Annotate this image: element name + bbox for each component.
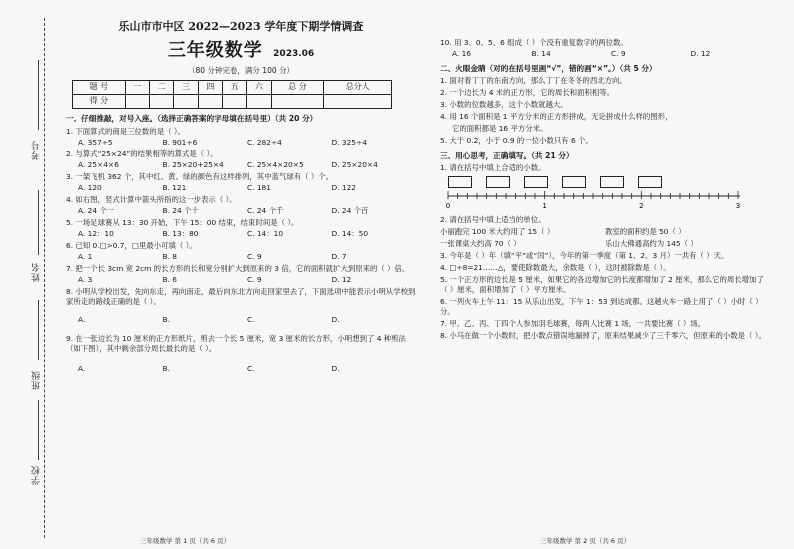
number-line-label: 0 [445, 202, 451, 211]
fill-item: 教室的面积约是 50（ ） [605, 227, 686, 237]
question-1-4: 4. 如右图，竖式计算中箭头所指的这一步表示（ ）。 [66, 195, 237, 205]
judge-question-continuation: 它的面积都是 16 平方分米。 [452, 124, 548, 134]
answer-box[interactable] [486, 176, 510, 188]
score-input-cell[interactable] [174, 95, 198, 109]
question-1-2: 2. 与算式“25×24”的结果相等的算式是（ ）。 [66, 149, 218, 159]
option: D. 122 [331, 183, 356, 193]
score-cell: 得 分 [73, 95, 126, 109]
judge-question: 3. 小数的位数越多，这个小数就越大。 [440, 100, 568, 110]
binding-underline-class [38, 300, 39, 360]
score-cell: 二 [150, 81, 174, 95]
option: D. 14：50 [331, 229, 369, 239]
option: A. 25×4×6 [78, 160, 119, 170]
question-1-4-options [78, 206, 416, 216]
fill-item: 小丽跑完 100 米大约用了 15（ ） [440, 227, 555, 237]
number-line-label: 3 [735, 202, 741, 211]
option: A. 3 [78, 275, 93, 285]
subject-title: 三年级数学 [167, 39, 263, 61]
answer-box[interactable] [638, 176, 662, 188]
option: C. [247, 364, 255, 374]
option: D. [331, 364, 340, 374]
option: A. [78, 364, 86, 374]
option: B. 121 [162, 183, 187, 193]
option: C. 9 [611, 48, 626, 58]
question-1-7: 7. 把一个长 3cm 宽 2cm 的长方形的长和宽分别扩大到原来的 3 倍，它的面积就扩大到原来的（ ）倍。 [66, 264, 410, 274]
option: D. [331, 315, 340, 325]
number-line [440, 188, 760, 210]
question-1-6: 6. 已知 0.□>0.7，□里最小可填（ ）。 [66, 241, 197, 251]
score-cell: 一 [125, 81, 149, 95]
binding-underline-name [38, 190, 39, 255]
answer-box[interactable] [524, 176, 548, 188]
score-cell: 三 [174, 81, 198, 95]
fill-question: 8. 小马在做一个小数时，把小数点错误地漏掉了，原来结果减少了三千零六，但原来的小数是（ ）。 [440, 331, 766, 341]
section-2-title: 二、火眼金睛（对的在括号里画“√”，错的画“×”。）（共 5 分） [440, 63, 657, 73]
option: D. 24 个百 [331, 206, 369, 216]
answer-box[interactable] [448, 176, 472, 188]
number-line-label: 1 [542, 202, 547, 211]
option: C. 9 [247, 275, 262, 285]
question-1-7-options [78, 275, 416, 285]
fill-question: 3. 今年是（ ）年（填“平”或“闰”），今年的第一季度（第 1、2、3 月）一共有（ ）天。 [440, 251, 729, 261]
question-1-6-options [78, 252, 416, 262]
score-input-cell[interactable] [198, 95, 222, 109]
question-1-3-options [78, 183, 416, 193]
question-1-10: 10. 用 3、0、5、6 组成（ ）个没有重复数字的两位数。 [440, 38, 628, 47]
fill-question: 7. 甲、乙、丙、丁四个人参加羽毛球赛，每两人比赛 1 场，一共要比赛（ ）场。 [440, 319, 706, 329]
score-cell: 五 [222, 81, 246, 95]
option: B. [162, 364, 170, 374]
score-cell: 题 号 [73, 81, 126, 95]
question-1-8-options [78, 308, 416, 332]
question-1-5: 5. 一场足球赛从 13：30 开始，下午 15：00 结束，结束时间是（ ）。 [66, 218, 299, 228]
option: D. 325÷4 [331, 137, 367, 147]
binding-underline-id [38, 60, 39, 130]
score-input-cell[interactable] [324, 95, 392, 109]
option: B. 14 [531, 48, 551, 58]
judge-question: 1. 面对着丁丁的东南方向，那么丁丁在冬冬的西北方向。 [440, 76, 627, 86]
score-table [72, 80, 392, 109]
option: D. 12 [331, 275, 352, 285]
judge-question: 4. 用 16 个面积是 1 平方分米的正方形拼成，无论拼成什么样的图形， [440, 112, 673, 122]
fill-question: 6. 一列火车上午 11：15 从乐山出发，下午 1：53 到达成都。这趟火车一路上用了（ ）小时（ ）分。 [440, 297, 763, 317]
score-input-cell[interactable] [150, 95, 174, 109]
binding-label-school: 学校 [32, 465, 42, 485]
option: A. 357÷5 [78, 137, 113, 147]
answer-box[interactable] [600, 176, 624, 188]
option: B. 6 [162, 275, 177, 285]
score-cell: 总分人 [324, 81, 392, 95]
section-3-title: 三、用心思考，正确填写。（共 21 分） [440, 151, 574, 161]
score-input-cell[interactable] [222, 95, 246, 109]
question-1-1: 1. 下面算式的商是三位数的是（ ）。 [66, 126, 185, 136]
question-1-10-options [452, 49, 770, 59]
option: A. 12：10 [78, 229, 114, 239]
judge-question: 2. 一个边长为 4 米的正方形，它的周长和面积相等。 [440, 88, 615, 98]
fill-item: 一张课桌大约高 70（ ） [440, 239, 521, 249]
question-1-3: 3. 一架飞机 362 个，其中红、黄、绿的颜色有这样排列，其中蓝气球有（ ）个。 [66, 172, 334, 182]
option: A. 16 [452, 48, 472, 58]
question-1-9-options [78, 355, 416, 383]
question-1-5-options [78, 229, 416, 239]
fill-question: 1. 请在括号中填上合适的小数。 [440, 163, 546, 173]
option: A. 24 个一 [78, 206, 115, 216]
score-table-row [73, 95, 392, 109]
option: A. [78, 315, 86, 325]
option: D. 25×20×4 [331, 160, 378, 170]
binding-margin [0, 0, 62, 549]
question-1-9: 9. 在一张边长为 10 厘米的正方形纸片，剪去一个长 5 厘米，宽 3 厘米的长方形，小明想到了 4 种剪法（如下图），其中剩余部分周长最长的是（ ）。 [66, 334, 406, 354]
score-input-cell[interactable] [247, 95, 271, 109]
option: C. 282÷4 [247, 137, 282, 147]
footer-right: 三年级数学 第 2 页（共 6 页） [540, 537, 631, 545]
option: B. 8 [162, 252, 177, 262]
option: A. 1 [78, 252, 93, 262]
exam-date: 2023.06 [273, 48, 315, 59]
fill-item: 乐山大佛通高约为 145（ ） [605, 239, 698, 249]
subject-heading [66, 39, 416, 63]
footer-left: 三年级数学 第 1 页（共 6 页） [140, 537, 231, 545]
option: C. 25×4×20×5 [247, 160, 304, 170]
score-cell: 总 分 [271, 81, 324, 95]
option: C. 181 [247, 183, 271, 193]
section-1-title: 一、仔细推敲，对号入座。（选择正确答案的字母填在括号里）（共 20 分） [66, 114, 318, 124]
binding-line [44, 18, 45, 538]
number-line-answer-boxes [448, 176, 770, 188]
option: B. 24 个十 [162, 206, 199, 216]
option: A. 120 [78, 183, 102, 193]
question-1-8: 8. 小明从学校出发，先向东走，再向南走，最后向东北方向走回家里去了，下面选项中能表示小明从学校到家所走的路线正确的是（ ）。 [66, 287, 416, 307]
binding-label-class: 班级 [32, 370, 42, 390]
option: D. 7 [331, 252, 347, 262]
fill-question: 2. 请在括号中填上适当的单位。 [440, 215, 546, 225]
score-cell: 四 [198, 81, 222, 95]
question-1-1-options [78, 138, 416, 148]
option: D. 12 [690, 48, 711, 58]
option: C. [247, 315, 255, 325]
exam-title: 乐山市市中区 2022—2023 学年度下期学情调查 [118, 20, 364, 33]
question-1-2-options [78, 160, 416, 170]
fill-question-row [440, 227, 770, 237]
answer-box[interactable] [562, 176, 586, 188]
fill-question: 4. □÷8=21……△，要使除数最大，余数是（ ），这时被除数是（ ）。 [440, 263, 671, 273]
option: B. [162, 315, 170, 325]
option: B. 13：80 [162, 229, 199, 239]
judge-question: 5. 大于 0.2，小于 0.9 的一位小数只有 6 个。 [440, 136, 593, 146]
score-table-header [73, 81, 392, 95]
option: B. 25×20+25×4 [162, 160, 224, 170]
option: C. 24 个千 [247, 206, 284, 216]
score-input-cell[interactable] [271, 95, 324, 109]
option: C. 14：10 [247, 229, 284, 239]
score-cell: 六 [247, 81, 271, 95]
right-column [440, 36, 770, 341]
option: C. 9 [247, 252, 262, 262]
fill-question: 5. 一个正方形的边长是 5 厘米，如果它的各边增加它的长度都增加了 2 厘米，那么它的周长增加了（ ）厘米，面积增加了（ ）平方厘米。 [440, 275, 764, 295]
binding-label-id: 考号 [32, 140, 42, 160]
exam-note: （80 分钟完卷，满分 100 分） [187, 66, 294, 76]
left-column [66, 20, 416, 383]
fill-question-row [440, 239, 770, 249]
binding-label-name: 姓名 [32, 262, 42, 282]
option: B. 901÷6 [162, 137, 198, 147]
number-line-label: 2 [639, 202, 644, 211]
binding-underline-school [38, 400, 39, 460]
score-input-cell[interactable] [125, 95, 149, 109]
